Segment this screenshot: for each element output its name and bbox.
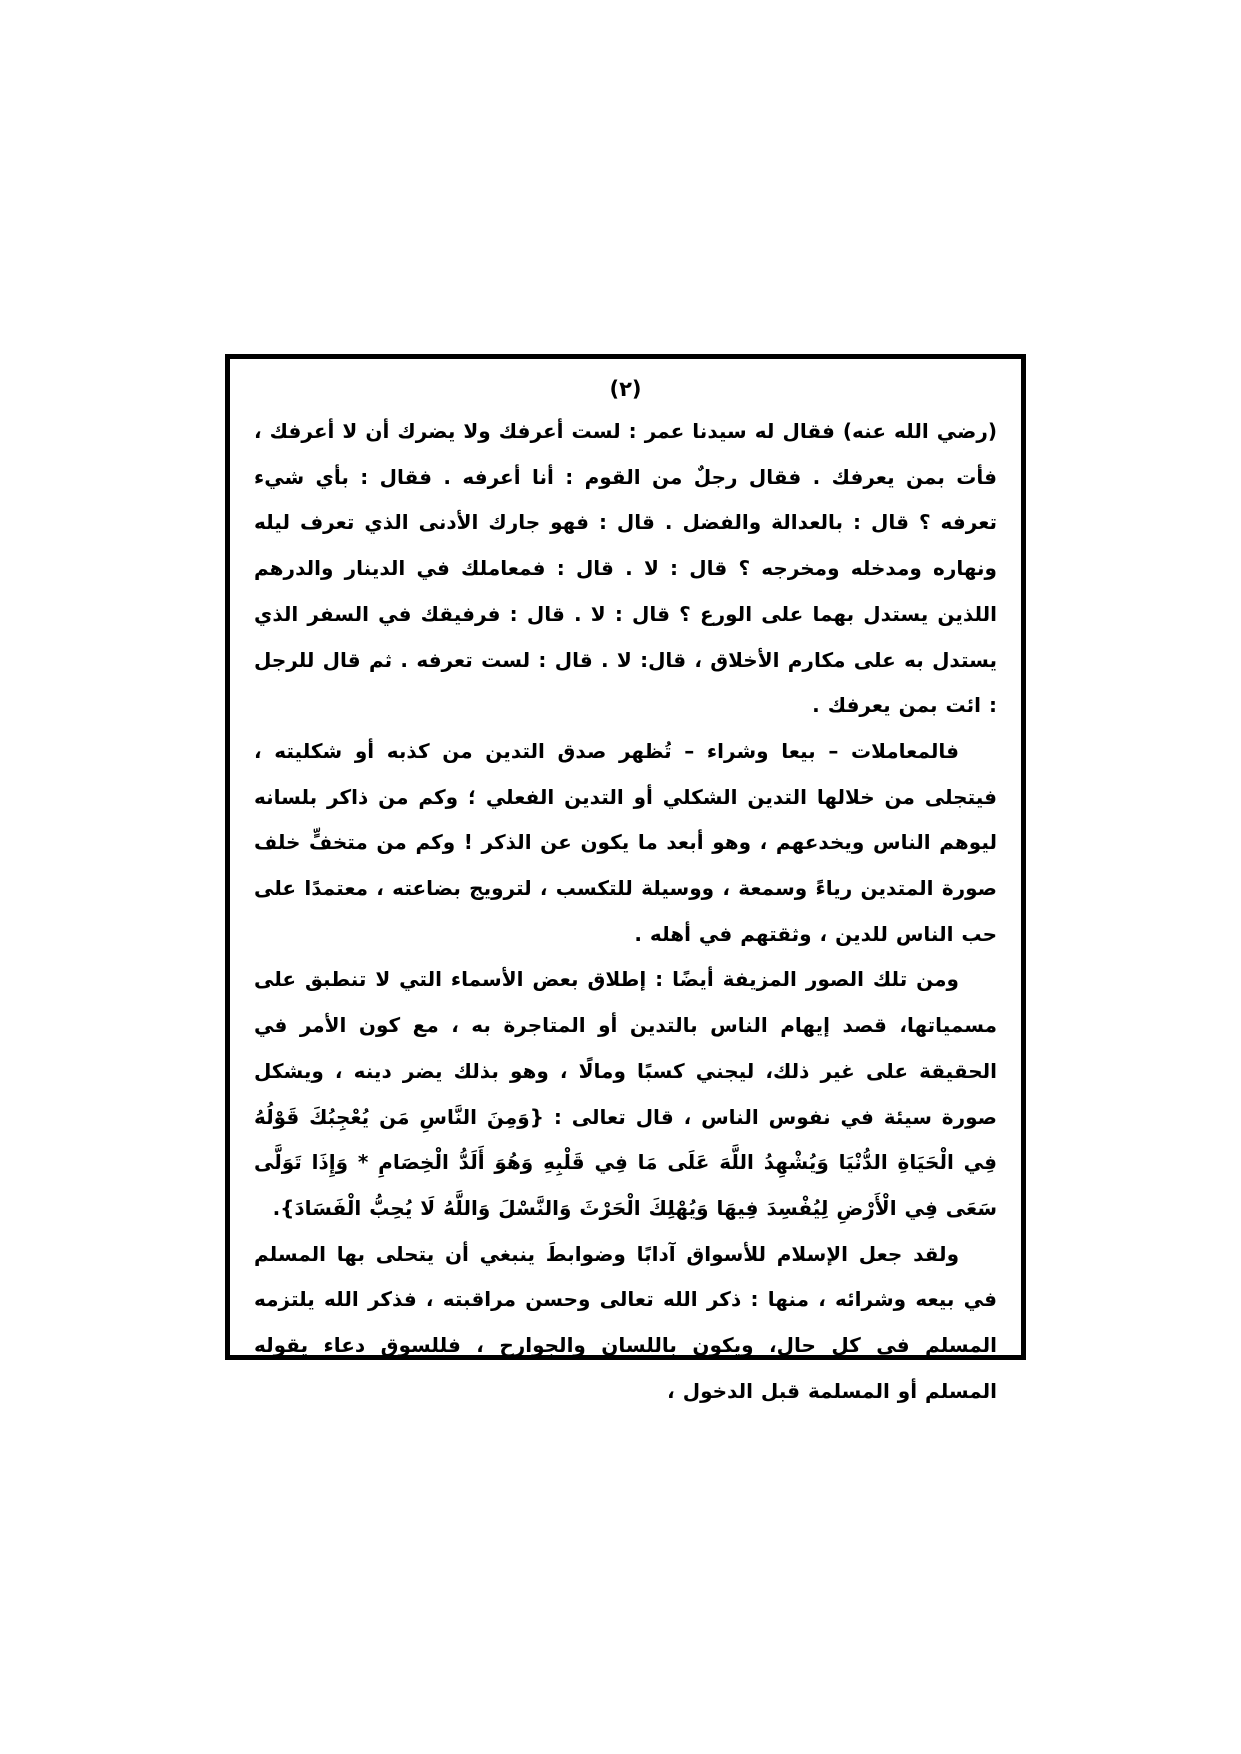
paragraph-4: ولقد جعل الإسلام للأسواق آدابًا وضوابطَ ينبغي أن يتحلى بها المسلم في بيعه وشرائه ، منها : ذكر الله تعالى وحسن مراقبته ، فذكر الله يلتزمه المسلم في كل حال، ويكون باللسان والجوارح ، فللسوق دعاء يقوله المسلم أو المسلمة قبل الدخول ،: [254, 1241, 997, 1403]
page-number: (٢): [609, 377, 642, 401]
paragraph-3: ومن تلك الصور المزيفة أيضًا : إطلاق بعض الأسماء التي لا تنطبق على مسمياتها، قصد إيهام الناس بالتدين أو المتاجرة به ، مع كون الأمر في الحقيقة على غير ذلك، ليجني كسبًا ومالًا ، وهو بذلك يضر دينه ، ويشكل صورة سيئة في نفوس الناس ، قال تعالى : {وَمِنَ النَّاسِ مَن يُعْجِبُكَ قَوْلُهُ فِي الْحَيَاةِ الدُّنْيَا وَيُشْهِدُ اللَّهَ عَلَى مَا فِي قَلْبِهِ وَهُوَ أَلَدُّ الْخِصَامِ * وَإِذَا تَوَلَّى سَعَى فِي الْأَرْضِ لِيُفْسِدَ فِيهَا وَيُهْلِكَ الْحَرْثَ وَالنَّسْلَ وَاللَّهُ لَا يُحِبُّ الْفَسَادَ}.: [254, 967, 997, 1220]
paragraph-1: (رضي الله عنه) فقال له سيدنا عمر : لست أعرفك ولا يضرك أن لا أعرفك ، فأت بمن يعرفك . فقال رجلٌ من القوم : أنا أعرفه . فقال : بأي شيء تعرفه ؟ قال : بالعدالة والفضل . قال : فهو جارك الأدنى الذي تعرف ليله ونهاره ومدخله ومخرجه ؟ قال : لا . قال : فمعاملك في الدينار والدرهم اللذين يستدل بهما على الورع ؟ قال : لا . قال : فرفيقك في السفر الذي يستدل به على مكارم الأخلاق ، قال: لا . قال : لست تعرفه . ثم قال للرجل : ائت بمن يعرفك .: [254, 419, 997, 718]
paragraph-2: فالمعاملات – بيعا وشراء – تُظهر صدق التدين من كذبه أو شكليته ، فيتجلى من خلالها التدين الشكلي أو التدين الفعلي ؛ وكم من ذاكر بلسانه ليوهم الناس ويخدعهم ، وهو أبعد ما يكون عن الذكر ! وكم من متخفٍّ خلف صورة المتدين رياءً وسمعة ، ووسيلة للتكسب ، لترويج بضاعته ، معتمدًا على حب الناس للدين ، وثقتهم في أهله .: [254, 738, 997, 946]
page-frame: [225, 354, 1026, 1403]
